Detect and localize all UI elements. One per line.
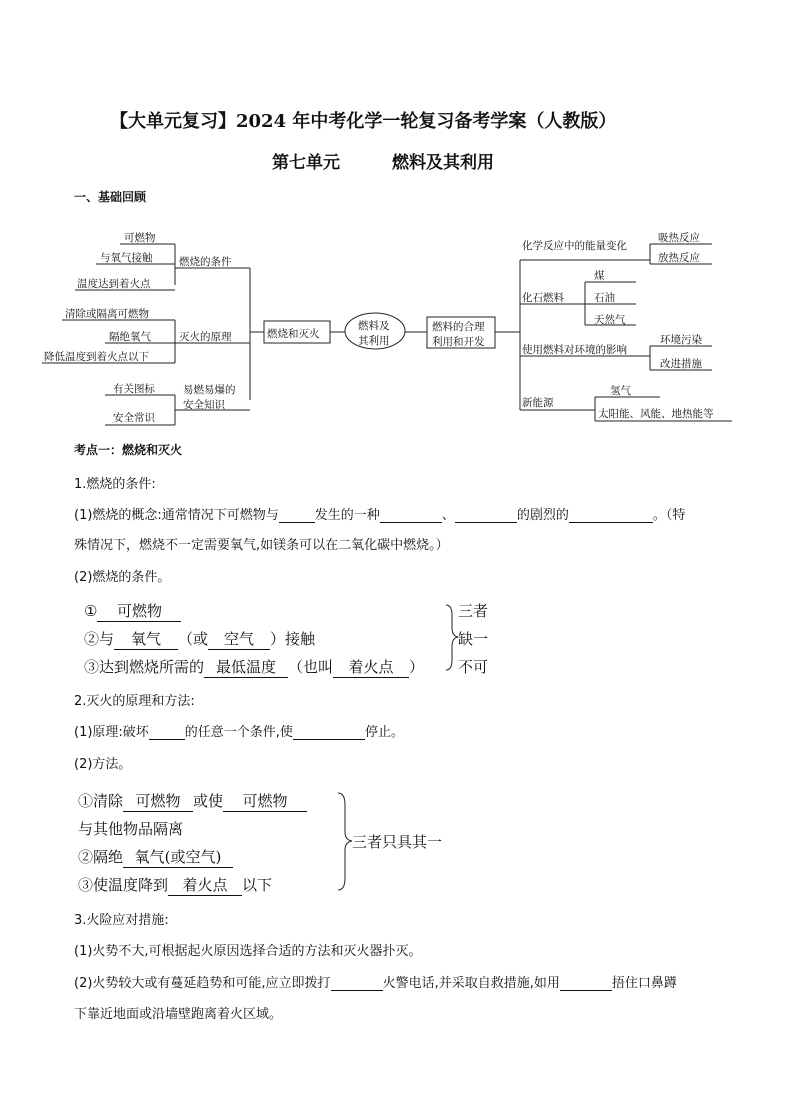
text-seg: 。（特 — [652, 508, 686, 523]
blank — [293, 725, 365, 740]
text-seg: ① — [84, 602, 98, 620]
blank — [569, 508, 653, 523]
left-hub: 燃烧和灭火 — [267, 328, 320, 340]
side-note: 三者 — [458, 602, 489, 620]
fire-response-heading: 3.火险应对措施: — [74, 913, 169, 928]
fossil-fuel-label: 化石燃料 — [522, 292, 564, 304]
text-seg: 捂住口鼻蹲 — [611, 976, 677, 991]
text-seg: ）接触 — [270, 630, 316, 648]
text-seg: ①清除 — [78, 792, 124, 810]
method-row-1b: 与其他物品隔离 — [78, 820, 184, 838]
method-row-1 — [78, 790, 307, 812]
text-seg: (2)火势较大或有蔓延趋势和可能,应立即拨打 — [74, 976, 331, 991]
filled-answer: 最低温度 — [204, 656, 288, 678]
right-item: 吸热反应 — [658, 232, 700, 244]
extinguish-principle — [74, 721, 404, 740]
filled-answer: 氧气(或空气) — [123, 846, 233, 868]
blank — [279, 508, 315, 523]
right-item: 改进措施 — [660, 358, 702, 370]
text-seg: 以下 — [242, 876, 273, 894]
filled-answer: 空气 — [208, 628, 270, 650]
fire-response-2-line2: 下靠近地面或沿墙壁跑离着火区域。 — [74, 1007, 283, 1022]
exam-point-heading: 考点一：燃烧和灭火 — [74, 443, 183, 457]
condition-row-1 — [84, 600, 181, 622]
new-energy-label: 新能源 — [522, 397, 554, 409]
combustion-concept-line1 — [74, 504, 685, 523]
center-node-line1: 燃料及 — [358, 320, 390, 332]
combustion-conditions-heading: (2)燃烧的条件。 — [74, 570, 171, 585]
text-seg: 的剧烈的 — [516, 508, 569, 523]
left-item: 隔绝氧气 — [109, 331, 151, 343]
combustion-condition-heading: 1.燃烧的条件: — [74, 477, 156, 492]
right-item: 煤 — [594, 270, 605, 282]
safety-label-line1: 易燃易爆的 — [183, 384, 236, 396]
text-seg: 或使 — [193, 792, 224, 810]
combustion-concept-line2: 殊情况下，燃烧不一定需要氧气,如镁条可以在二氧化碳中燃烧。） — [74, 538, 449, 553]
text-seg: ②与 — [84, 630, 115, 648]
energy-change-label: 化学反应中的能量变化 — [522, 240, 627, 252]
filled-answer: 氧气 — [114, 628, 178, 650]
blank — [560, 976, 612, 991]
blank — [455, 508, 517, 523]
combustion-conditions-label: 燃烧的条件 — [179, 256, 232, 268]
left-item: 清除或隔离可燃物 — [65, 308, 149, 320]
left-item: 温度达到着火点 — [77, 278, 151, 290]
right-item: 天然气 — [594, 314, 626, 326]
left-item: 有关图标 — [113, 383, 155, 395]
text-seg: 停止。 — [364, 725, 404, 740]
left-item: 降低温度到着火点以下 — [44, 351, 149, 363]
condition-row-2 — [84, 628, 315, 650]
method-row-3 — [78, 874, 272, 896]
text-seg: ③使温度降到 — [78, 876, 169, 894]
text-seg: 发生的一种 — [314, 508, 380, 523]
right-hub-line1: 燃料的合理 — [432, 321, 485, 333]
fire-response-2-line1 — [74, 972, 677, 991]
right-item: 放热反应 — [658, 252, 700, 264]
left-item: 安全常识 — [113, 412, 155, 424]
text-seg: (1)燃烧的概念:通常情况下可燃物与 — [74, 508, 279, 523]
unit-name: 燃料及其利用 — [392, 153, 494, 173]
text-seg: ） — [409, 658, 425, 676]
filled-answer: 可燃物 — [97, 600, 181, 622]
document-title: 【大单元复习】2024 年中考化学一轮复习备考学案（人教版） — [110, 111, 617, 132]
right-item: 环境污染 — [660, 334, 702, 346]
right-item: 氢气 — [610, 385, 631, 397]
safety-label-line2: 安全知识 — [183, 399, 225, 411]
extinguish-principle-label: 灭火的原理 — [179, 331, 232, 343]
right-item: 石油 — [594, 292, 615, 304]
methods-brace — [338, 793, 352, 890]
blank — [380, 508, 442, 523]
methods-side-note: 三者只具其一 — [352, 833, 443, 851]
text-seg: ③达到燃烧所需的 — [84, 658, 205, 676]
text-seg: （也叫 — [288, 658, 334, 676]
side-note: 不可 — [458, 658, 489, 676]
right-hub-line2: 利用和开发 — [432, 336, 485, 348]
text-seg: 的任意一个条件,使 — [184, 725, 293, 740]
text-seg: ②隔绝 — [78, 848, 124, 866]
fire-response-1: (1)火势不大,可根据起火原因选择合适的方法和灭火器扑灭。 — [74, 944, 422, 959]
filled-answer: 可燃物 — [123, 790, 193, 812]
text-seg: 火警电话,并采取自救措施,如用 — [382, 976, 560, 991]
right-item: 太阳能、风能、地热能等 — [598, 408, 714, 420]
extinguish-heading: 2.灭火的原理和方法: — [74, 694, 195, 709]
filled-answer: 可燃物 — [223, 790, 307, 812]
blank — [331, 976, 383, 991]
blank — [149, 725, 185, 740]
filled-answer: 着火点 — [333, 656, 409, 678]
section-heading: 一、基础回顾 — [74, 190, 147, 204]
text-seg: 、 — [441, 508, 455, 523]
conditions-brace — [446, 605, 458, 670]
unit-number: 第七单元 — [272, 153, 340, 173]
center-node-line2: 其利用 — [358, 335, 390, 347]
left-item: 可燃物 — [124, 232, 156, 244]
text-seg: （或 — [178, 630, 209, 648]
filled-answer: 着火点 — [168, 874, 242, 896]
environment-impact-label: 使用燃料对环境的影响 — [522, 344, 627, 356]
left-item: 与氧气接触 — [100, 252, 153, 264]
method-row-2 — [78, 846, 233, 868]
side-note: 缺一 — [458, 630, 489, 648]
extinguish-method-heading: (2)方法。 — [74, 757, 132, 772]
condition-row-3 — [84, 656, 424, 678]
text-seg: (1)原理:破坏 — [74, 725, 149, 740]
